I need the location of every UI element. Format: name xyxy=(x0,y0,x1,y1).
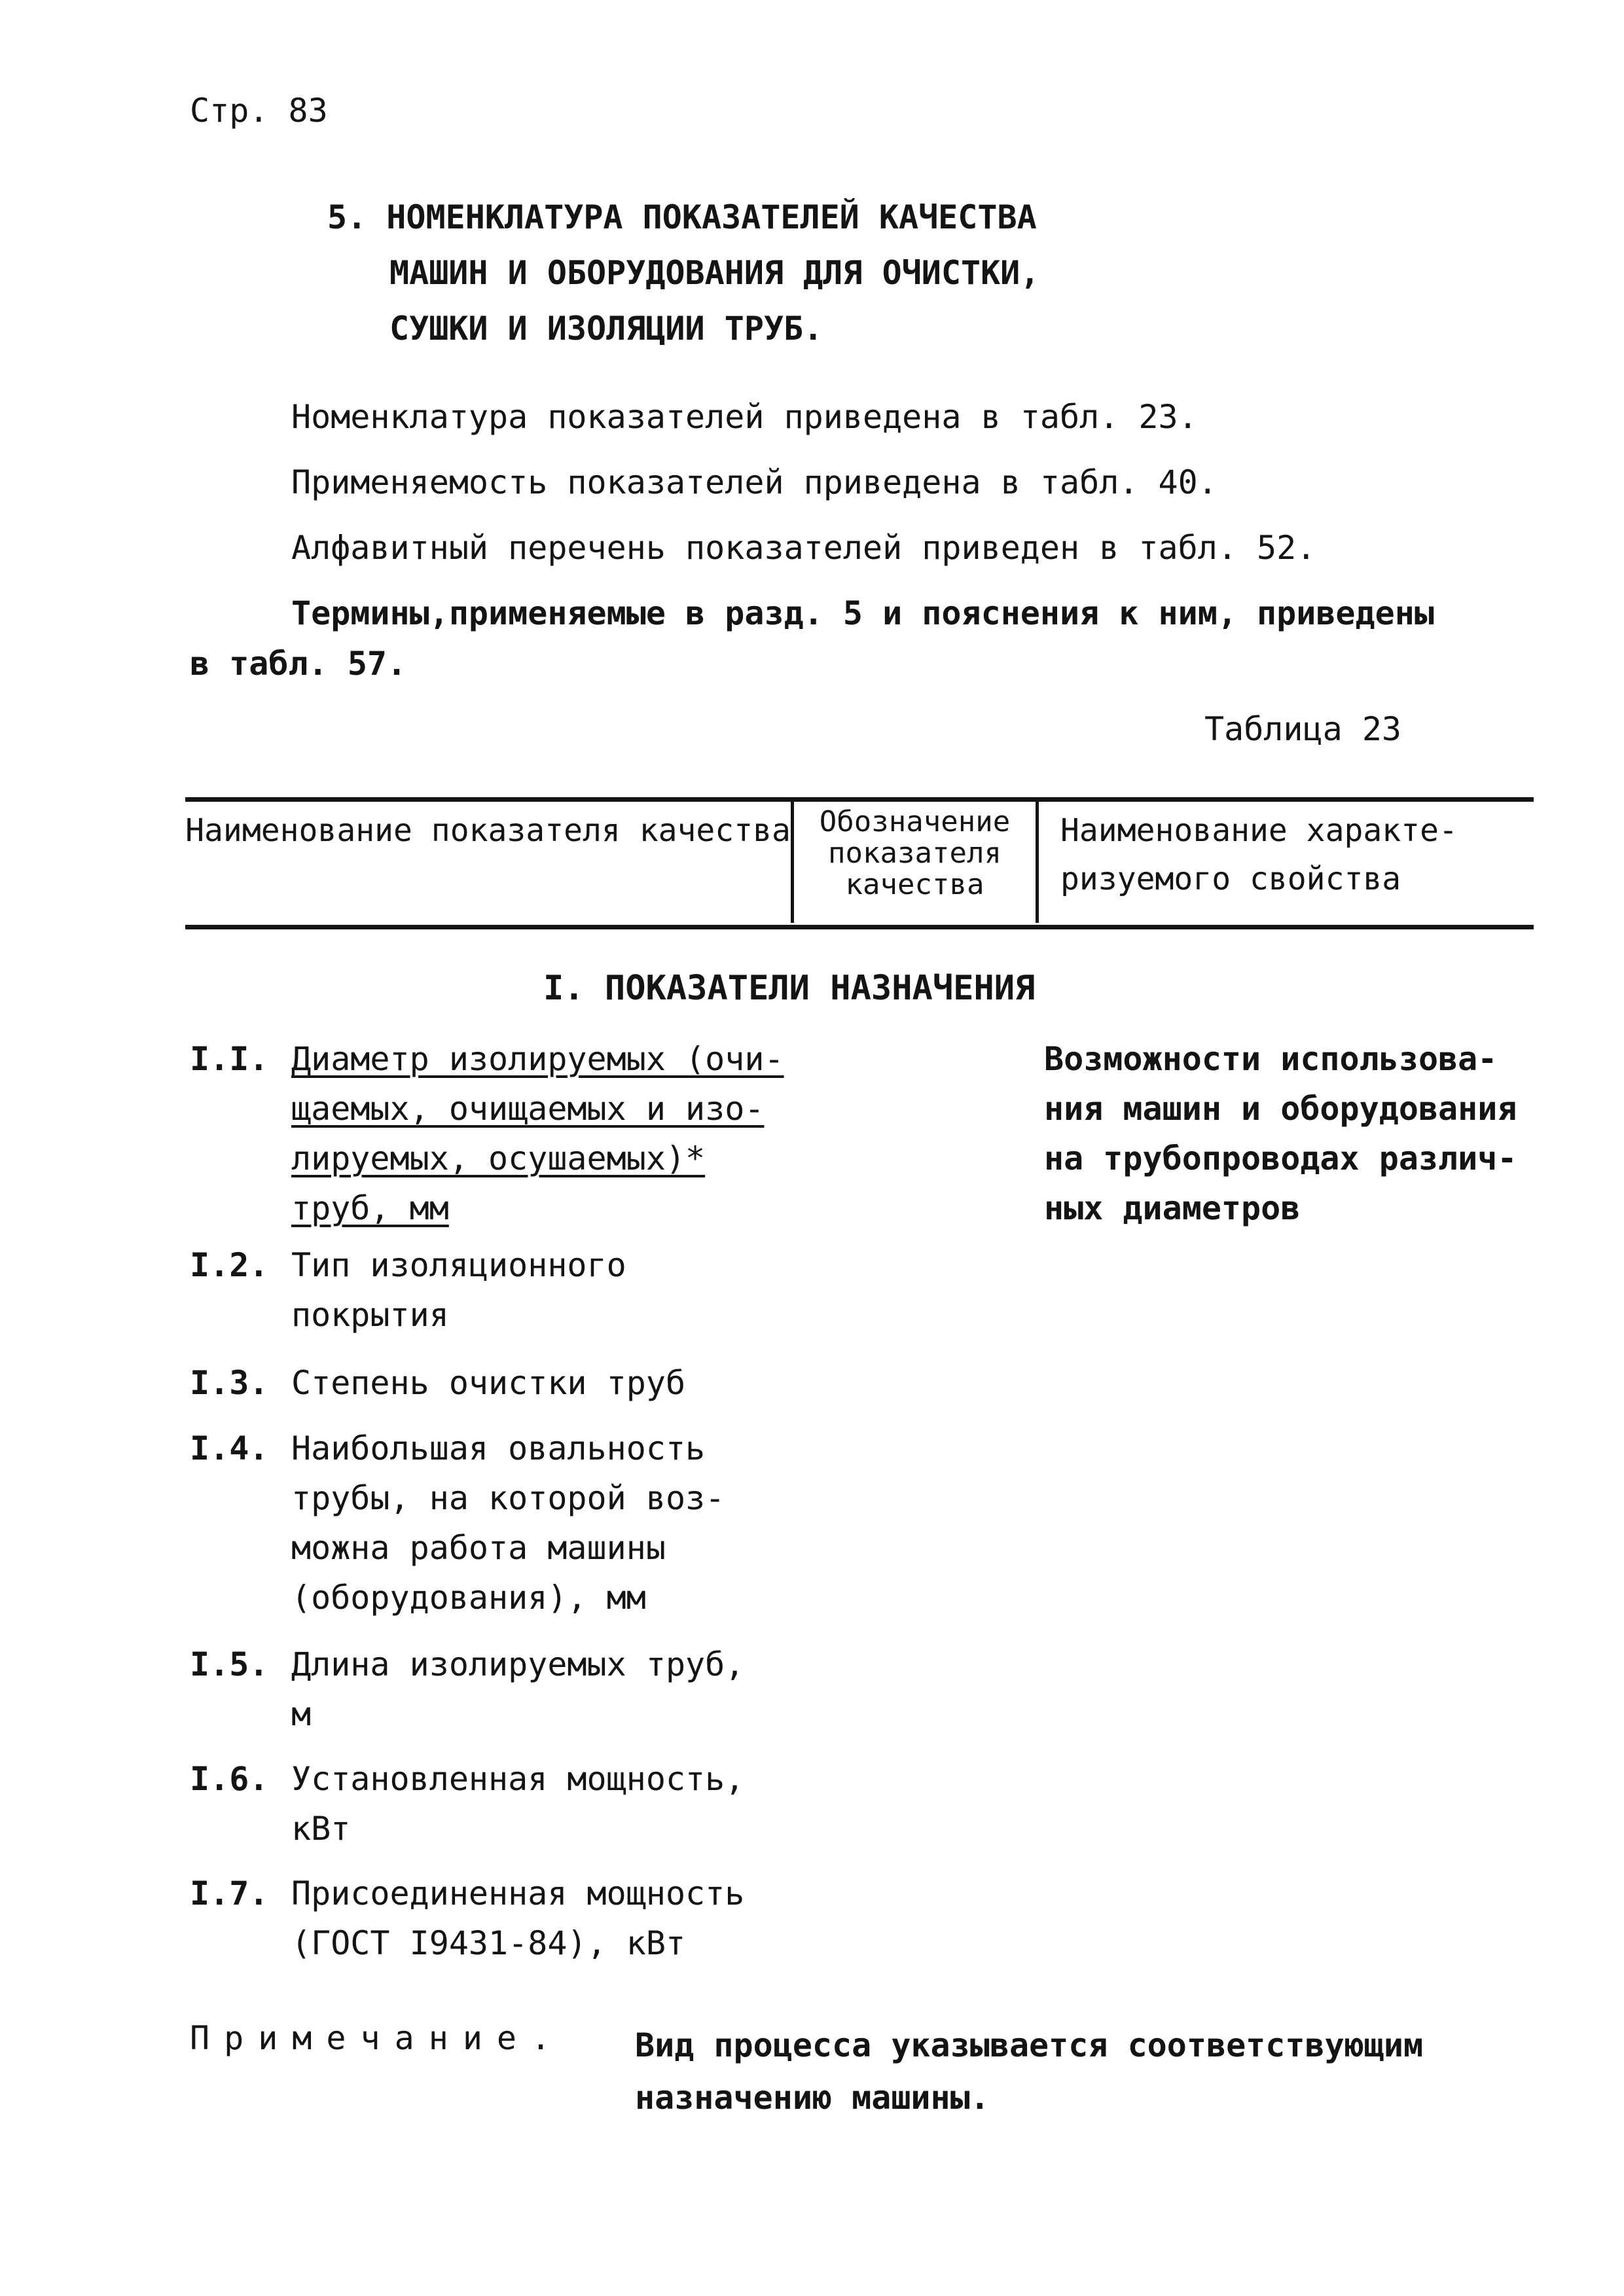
header-property-name: Наименование характе- ризуемого свойства xyxy=(1060,812,1458,897)
header-indicator-name: Наименование показателя качества xyxy=(185,812,791,849)
paragraph-applicability: Применяемость показателей приведена в табл. 40. xyxy=(291,463,1218,501)
characterized-property: Возможности использова- ния машин и оборудования на трубопроводах различ- ных диаметров xyxy=(1044,1040,1517,1227)
paragraph-terms: Термины,применяемые в разд. 5 и пояснения к ним, приведены xyxy=(291,594,1434,632)
heading-line-2: МАШИН И ОБОРУДОВАНИЯ ДЛЯ ОЧИСТКИ, xyxy=(389,254,1040,292)
item-text: Установленная мощность, кВт xyxy=(291,1760,745,1848)
item-text: Присоединенная мощность (ГОСТ I9431-84), кВт xyxy=(291,1874,745,1962)
paragraph-alphabetical: Алфавитный перечень показателей приведен в табл. 52. xyxy=(291,529,1316,567)
item-text: Диаметр изолируемых (очи- щаемых, очищаемых и изо- лируемых, осушаемых)* труб, мм xyxy=(291,1040,784,1227)
table-section-title: I. ПОКАЗАТЕЛИ НАЗНАЧЕНИЯ xyxy=(543,969,1036,1008)
item-number: I.2. xyxy=(190,1246,269,1284)
item-number: I.5. xyxy=(190,1645,269,1683)
table-title: Таблица 23 xyxy=(1204,710,1402,748)
header-indicator-designation: Обозначение показателя качества xyxy=(819,805,1011,901)
table-top-rule xyxy=(185,797,1534,802)
item-text: Тип изоляционного покрытия xyxy=(291,1246,626,1334)
item-text: Наибольшая овальность трубы, на которой воз- можна работа машины (оборудования), мм xyxy=(291,1429,725,1617)
item-number: I.4. xyxy=(190,1429,269,1467)
item-number: I.3. xyxy=(190,1364,269,1402)
heading-line-3: СУШКИ И ИЗОЛЯЦИИ ТРУБ. xyxy=(389,310,823,348)
section-heading xyxy=(327,190,1039,357)
table-header-bottom-rule xyxy=(185,925,1534,929)
note-label: Примечание. xyxy=(190,2019,566,2057)
paragraph-nomenclature: Номенклатура показателей приведена в табл. 23. xyxy=(291,398,1198,436)
item-text: Степень очистки труб xyxy=(291,1364,686,1402)
page-number: Стр. 83 xyxy=(190,92,328,130)
heading-line-1: 5. НОМЕНКЛАТУРА ПОКАЗАТЕЛЕЙ КАЧЕСТВА xyxy=(327,198,1037,236)
item-number: I.7. xyxy=(190,1874,269,1912)
column-separator xyxy=(1036,798,1039,923)
item-text: Длина изолируемых труб, м xyxy=(291,1645,745,1733)
item-number: I.6. xyxy=(190,1760,269,1798)
note-text: Вид процесса указывается соответствующим назначению машины. xyxy=(635,2026,1424,2117)
paragraph-terms-continued: в табл. 57. xyxy=(190,645,407,683)
item-number: I.I. xyxy=(190,1040,269,1078)
